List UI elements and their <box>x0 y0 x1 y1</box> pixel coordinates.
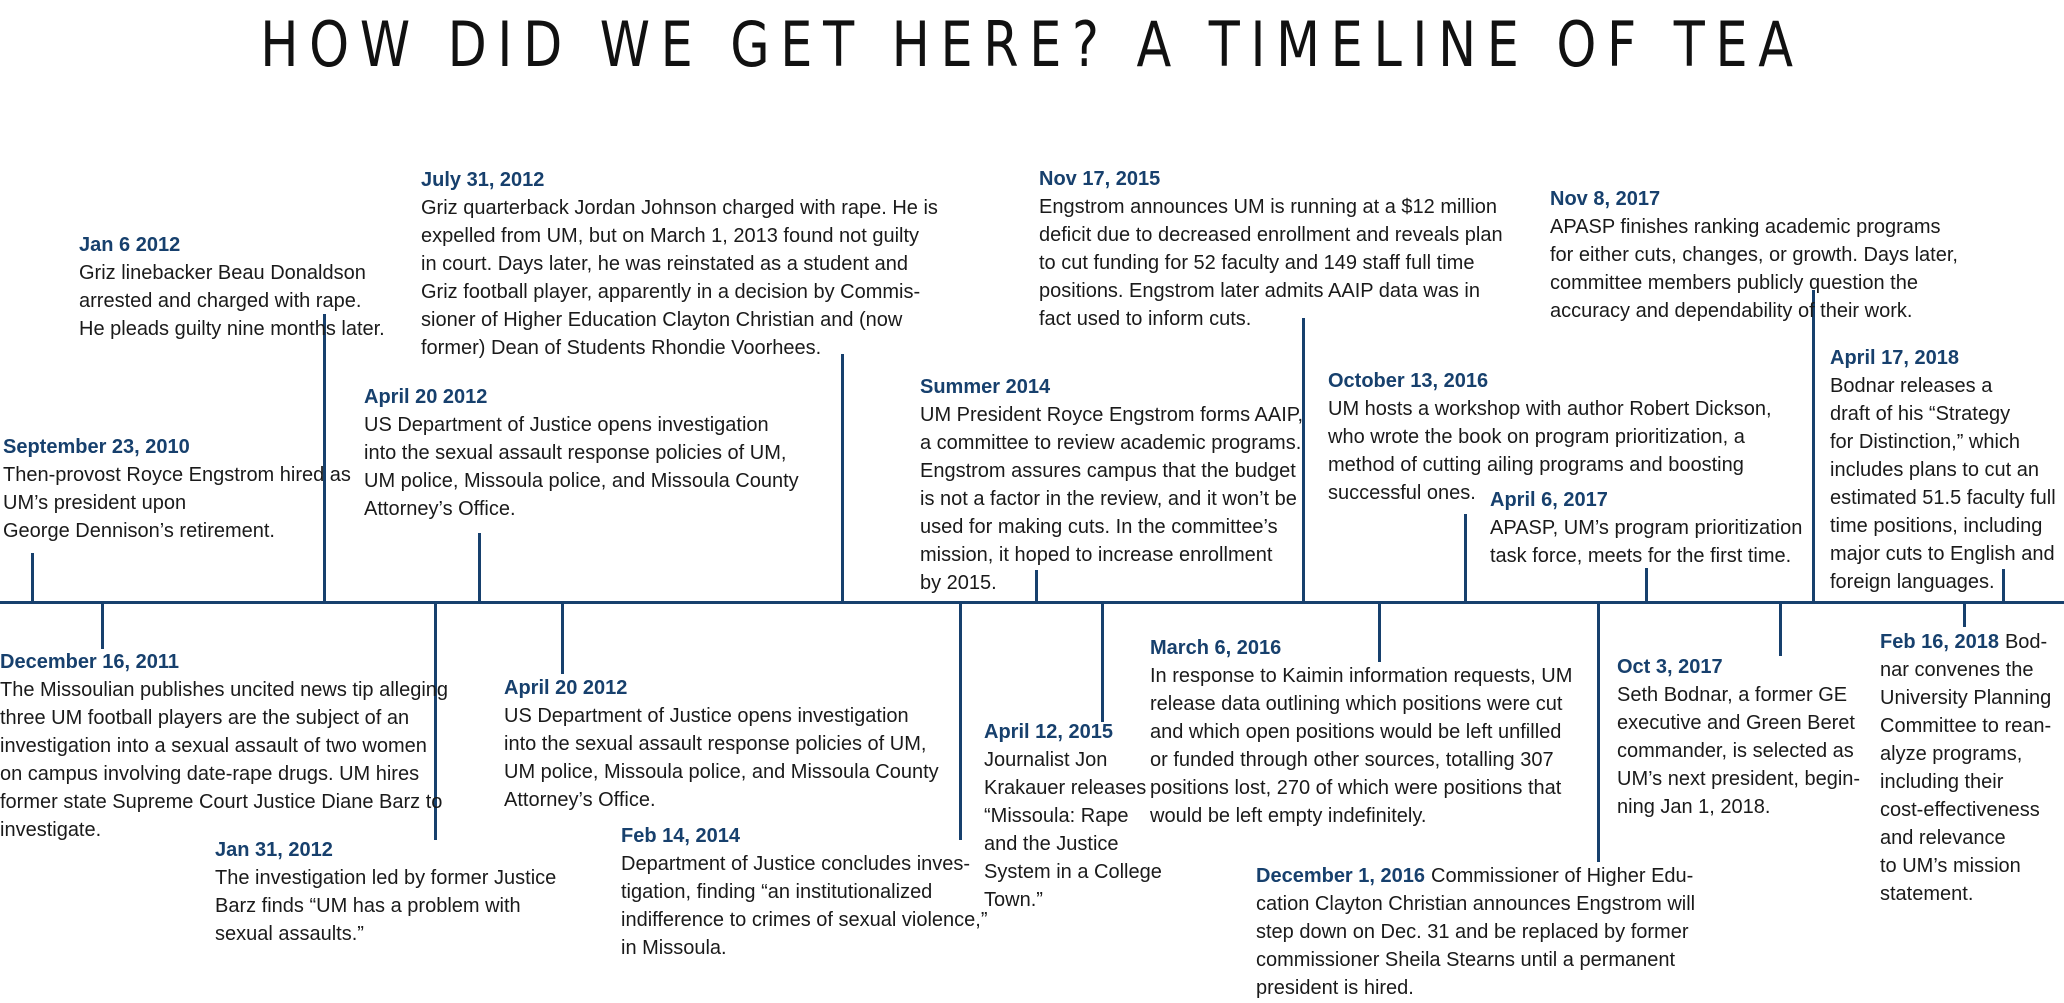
event-text: APASP finishes ranking academic programs <box>1550 216 1941 238</box>
event-text: a committee to review academic programs. <box>920 432 1302 454</box>
event-date: Feb 16, 2018 <box>1880 631 1999 653</box>
event-text: The investigation led by former Justice <box>215 867 557 889</box>
event-text: mission, it hoped to increase enrollment <box>920 544 1273 566</box>
event-text: to UM’s mission <box>1880 855 2021 877</box>
event-text: fact used to inform cuts. <box>1039 308 1252 330</box>
event-text: positions. Engstrom later admits AAIP data was in <box>1039 280 1480 302</box>
event-text: UM hosts a workshop with author Robert Dickson, <box>1328 398 1772 420</box>
event-text: draft of his “Strategy <box>1830 403 2011 425</box>
event-text: Attorney’s Office. <box>364 498 516 520</box>
event-text: arrested and charged with rape. <box>79 290 362 312</box>
event-date: April 12, 2015 <box>984 721 1113 743</box>
event-text: foreign languages. <box>1830 571 1995 593</box>
event-date: April 20 2012 <box>504 677 628 699</box>
event-text: statement. <box>1880 883 1974 905</box>
event-text: to cut funding for 52 faculty and 149 staff full time <box>1039 252 1475 274</box>
event-nov17-2015 <box>1039 165 1503 333</box>
event-apr20-2012-top <box>364 383 799 523</box>
event-text: ning Jan 1, 2018. <box>1617 796 1771 818</box>
event-text: Bod- <box>2004 631 2048 653</box>
event-text: University Planning <box>1880 687 2052 709</box>
event-text: release data outlining which positions were cut <box>1150 693 1563 715</box>
event-text: used for making cuts. In the committee’s <box>920 516 1278 538</box>
event-text: task force, meets for the first time. <box>1490 545 1792 567</box>
event-text: on campus involving date-rape drugs. UM hires <box>0 763 420 785</box>
event-date: Summer 2014 <box>920 376 1051 398</box>
event-apr12-2015 <box>984 718 1162 914</box>
event-date: Oct 3, 2017 <box>1617 656 1723 678</box>
tick-apr12-2015 <box>1101 604 1104 722</box>
event-jan6-2012 <box>79 231 385 343</box>
event-text: method of cutting ailing programs and boosting <box>1328 454 1744 476</box>
event-text: Bodnar releases a <box>1830 375 1993 397</box>
event-nov8-2017 <box>1550 185 1958 325</box>
event-dec16-2011 <box>0 648 448 844</box>
event-text: cost-effectiveness <box>1880 799 2040 821</box>
tick-apr20-2012-top <box>478 533 481 601</box>
event-text: Journalist Jon <box>984 749 1108 771</box>
event-text: in Missoula. <box>621 937 727 959</box>
event-text: UM’s next president, begin- <box>1617 768 1861 790</box>
tick-feb14-2014 <box>959 604 962 840</box>
event-text: He pleads guilty nine months later. <box>79 318 385 340</box>
event-text: UM police, Missoula police, and Missoula County <box>364 470 799 492</box>
event-text: Town.” <box>984 889 1043 911</box>
event-text: commissioner Sheila Stearns until a permanent <box>1256 949 1676 971</box>
event-text: who wrote the book on program prioritization, a <box>1328 426 1745 448</box>
event-date: Feb 14, 2014 <box>621 825 740 847</box>
event-sept-2010 <box>3 433 351 545</box>
event-date: April 6, 2017 <box>1490 489 1608 511</box>
event-text: step down on Dec. 31 and be replaced by former <box>1256 921 1689 943</box>
event-date: April 17, 2018 <box>1830 347 1959 369</box>
event-dec1-2016 <box>1256 862 1695 1002</box>
event-text: Department of Justice concludes inves- <box>621 853 971 875</box>
event-date: April 20 2012 <box>364 386 488 408</box>
event-text: sexual assaults.” <box>215 923 364 945</box>
event-text: sioner of Higher Education Clayton Christian and (now <box>421 309 903 331</box>
event-text: investigation into a sexual assault of two women <box>0 735 427 757</box>
event-text: time positions, including <box>1830 515 2043 537</box>
event-date: September 23, 2010 <box>3 436 190 458</box>
event-text: positions lost, 270 of which were positions that <box>1150 777 1562 799</box>
event-mar6-2016 <box>1150 634 1572 830</box>
event-text: three UM football players are the subject of an <box>0 707 410 729</box>
tick-sept-2010 <box>31 553 34 601</box>
timeline-axis <box>0 601 2064 604</box>
tick-apr20-2012-bottom <box>561 604 564 674</box>
event-text: deficit due to decreased enrollment and reveals plan <box>1039 224 1503 246</box>
event-text: Commissioner of Higher Edu- <box>1431 865 1694 887</box>
event-text: major cuts to English and <box>1830 543 2055 565</box>
event-feb14-2014 <box>621 822 987 962</box>
event-text: nar convenes the <box>1880 659 2034 681</box>
event-text: “Missoula: Rape <box>984 805 1129 827</box>
event-date: July 31, 2012 <box>421 169 545 191</box>
event-text: tigation, finding “an institutionalized <box>621 881 933 903</box>
event-text: and which open positions would be left unfilled <box>1150 721 1562 743</box>
tick-dec16-2011 <box>101 604 104 649</box>
event-text: Engstrom announces UM is running at a $12 million <box>1039 196 1498 218</box>
event-date: October 13, 2016 <box>1328 370 1489 392</box>
event-oct3-2017 <box>1617 653 1860 821</box>
tick-apr6-2017 <box>1645 568 1648 601</box>
event-text: Engstrom assures campus that the budget <box>920 460 1296 482</box>
event-text: by 2015. <box>920 572 997 594</box>
event-text: accuracy and dependability of their work. <box>1550 300 1913 322</box>
event-text: and relevance <box>1880 827 2006 849</box>
event-text: Committee to rean- <box>1880 715 2052 737</box>
event-text: in court. Days later, he was reinstated as a student and <box>421 253 908 275</box>
event-feb16-2018 <box>1880 628 2051 908</box>
event-date: March 6, 2016 <box>1150 637 1282 659</box>
event-text: investigate. <box>0 819 102 841</box>
event-date: December 1, 2016 <box>1256 865 1426 887</box>
event-text: into the sexual assault response policies of UM, <box>364 442 787 464</box>
event-text: includes plans to cut an <box>1830 459 2040 481</box>
event-text: into the sexual assault response policies of UM, <box>504 733 927 755</box>
tick-feb16-2018 <box>1963 604 1966 627</box>
event-summer-2014 <box>920 373 1303 597</box>
event-text: including their <box>1880 771 2004 793</box>
event-text: indifference to crimes of sexual violence,” <box>621 909 988 931</box>
event-text: committee members publicly question the <box>1550 272 1918 294</box>
event-text: for Distinction,” which <box>1830 431 2021 453</box>
event-text: commander, is selected as <box>1617 740 1854 762</box>
event-text: US Department of Justice opens investigation <box>504 705 909 727</box>
event-text: alyze programs, <box>1880 743 2023 765</box>
event-jul31-2012 <box>421 166 938 362</box>
timeline-title: HOW DID WE GET HERE? A TIMELINE OF TEA <box>260 8 1804 81</box>
event-text: successful ones. <box>1328 482 1476 504</box>
event-text: APASP, UM’s program prioritization <box>1490 517 1803 539</box>
event-text: cation Clayton Christian announces Engstrom will <box>1256 893 1696 915</box>
tick-jul31-2012 <box>841 354 844 601</box>
tick-oct13-2016 <box>1464 514 1467 601</box>
event-date: Nov 17, 2015 <box>1039 168 1161 190</box>
event-text: Griz linebacker Beau Donaldson <box>79 262 366 284</box>
event-text: estimated 51.5 faculty full <box>1830 487 2056 509</box>
event-text: Krakauer releases <box>984 777 1147 799</box>
event-text: former) Dean of Students Rhondie Voorhees. <box>421 337 822 359</box>
event-date: Jan 31, 2012 <box>215 839 333 861</box>
event-apr20-2012-bottom <box>504 674 939 814</box>
tick-dec1-2016 <box>1597 604 1600 862</box>
event-text: Attorney’s Office. <box>504 789 656 811</box>
event-text: UM’s president upon <box>3 492 187 514</box>
event-date: Jan 6 2012 <box>79 234 181 256</box>
event-text: Seth Bodnar, a former GE <box>1617 684 1848 706</box>
event-text: and the Justice <box>984 833 1119 855</box>
event-text: UM President Royce Engstrom forms AAIP, <box>920 404 1304 426</box>
event-text: or funded through other sources, totalling 307 <box>1150 749 1554 771</box>
event-text: executive and Green Beret <box>1617 712 1855 734</box>
event-text: for either cuts, changes, or growth. Days later, <box>1550 244 1958 266</box>
event-text: UM police, Missoula police, and Missoula County <box>504 761 939 783</box>
event-text: is not a factor in the review, and it won’t be <box>920 488 1297 510</box>
event-text: former state Supreme Court Justice Diane Barz to <box>0 791 443 813</box>
event-text: Griz football player, apparently in a decision by Commis- <box>421 281 921 303</box>
event-text: System in a College <box>984 861 1162 883</box>
event-date: Nov 8, 2017 <box>1550 188 1661 210</box>
event-text: president is hired. <box>1256 977 1414 999</box>
event-text: The Missoulian publishes uncited news tip alleging <box>0 679 449 701</box>
event-text: would be left empty indefinitely. <box>1150 805 1427 827</box>
event-text: US Department of Justice opens investigation <box>364 414 769 436</box>
tick-nov8-2017 <box>1812 290 1815 601</box>
tick-oct3-2017 <box>1779 604 1782 656</box>
event-text: Barz finds “UM has a problem with <box>215 895 521 917</box>
event-apr17-2018 <box>1830 344 2056 596</box>
event-text: Then-provost Royce Engstrom hired as <box>3 464 351 486</box>
event-text: George Dennison’s retirement. <box>3 520 275 542</box>
event-text: expelled from UM, but on March 1, 2013 found not guilty <box>421 225 920 247</box>
event-date: December 16, 2011 <box>0 651 180 673</box>
event-jan31-2012 <box>215 836 556 948</box>
event-text: Griz quarterback Jordan Johnson charged with rape. He is <box>421 197 938 219</box>
event-apr6-2017 <box>1490 486 1802 570</box>
event-text: In response to Kaimin information requests, UM <box>1150 665 1573 687</box>
